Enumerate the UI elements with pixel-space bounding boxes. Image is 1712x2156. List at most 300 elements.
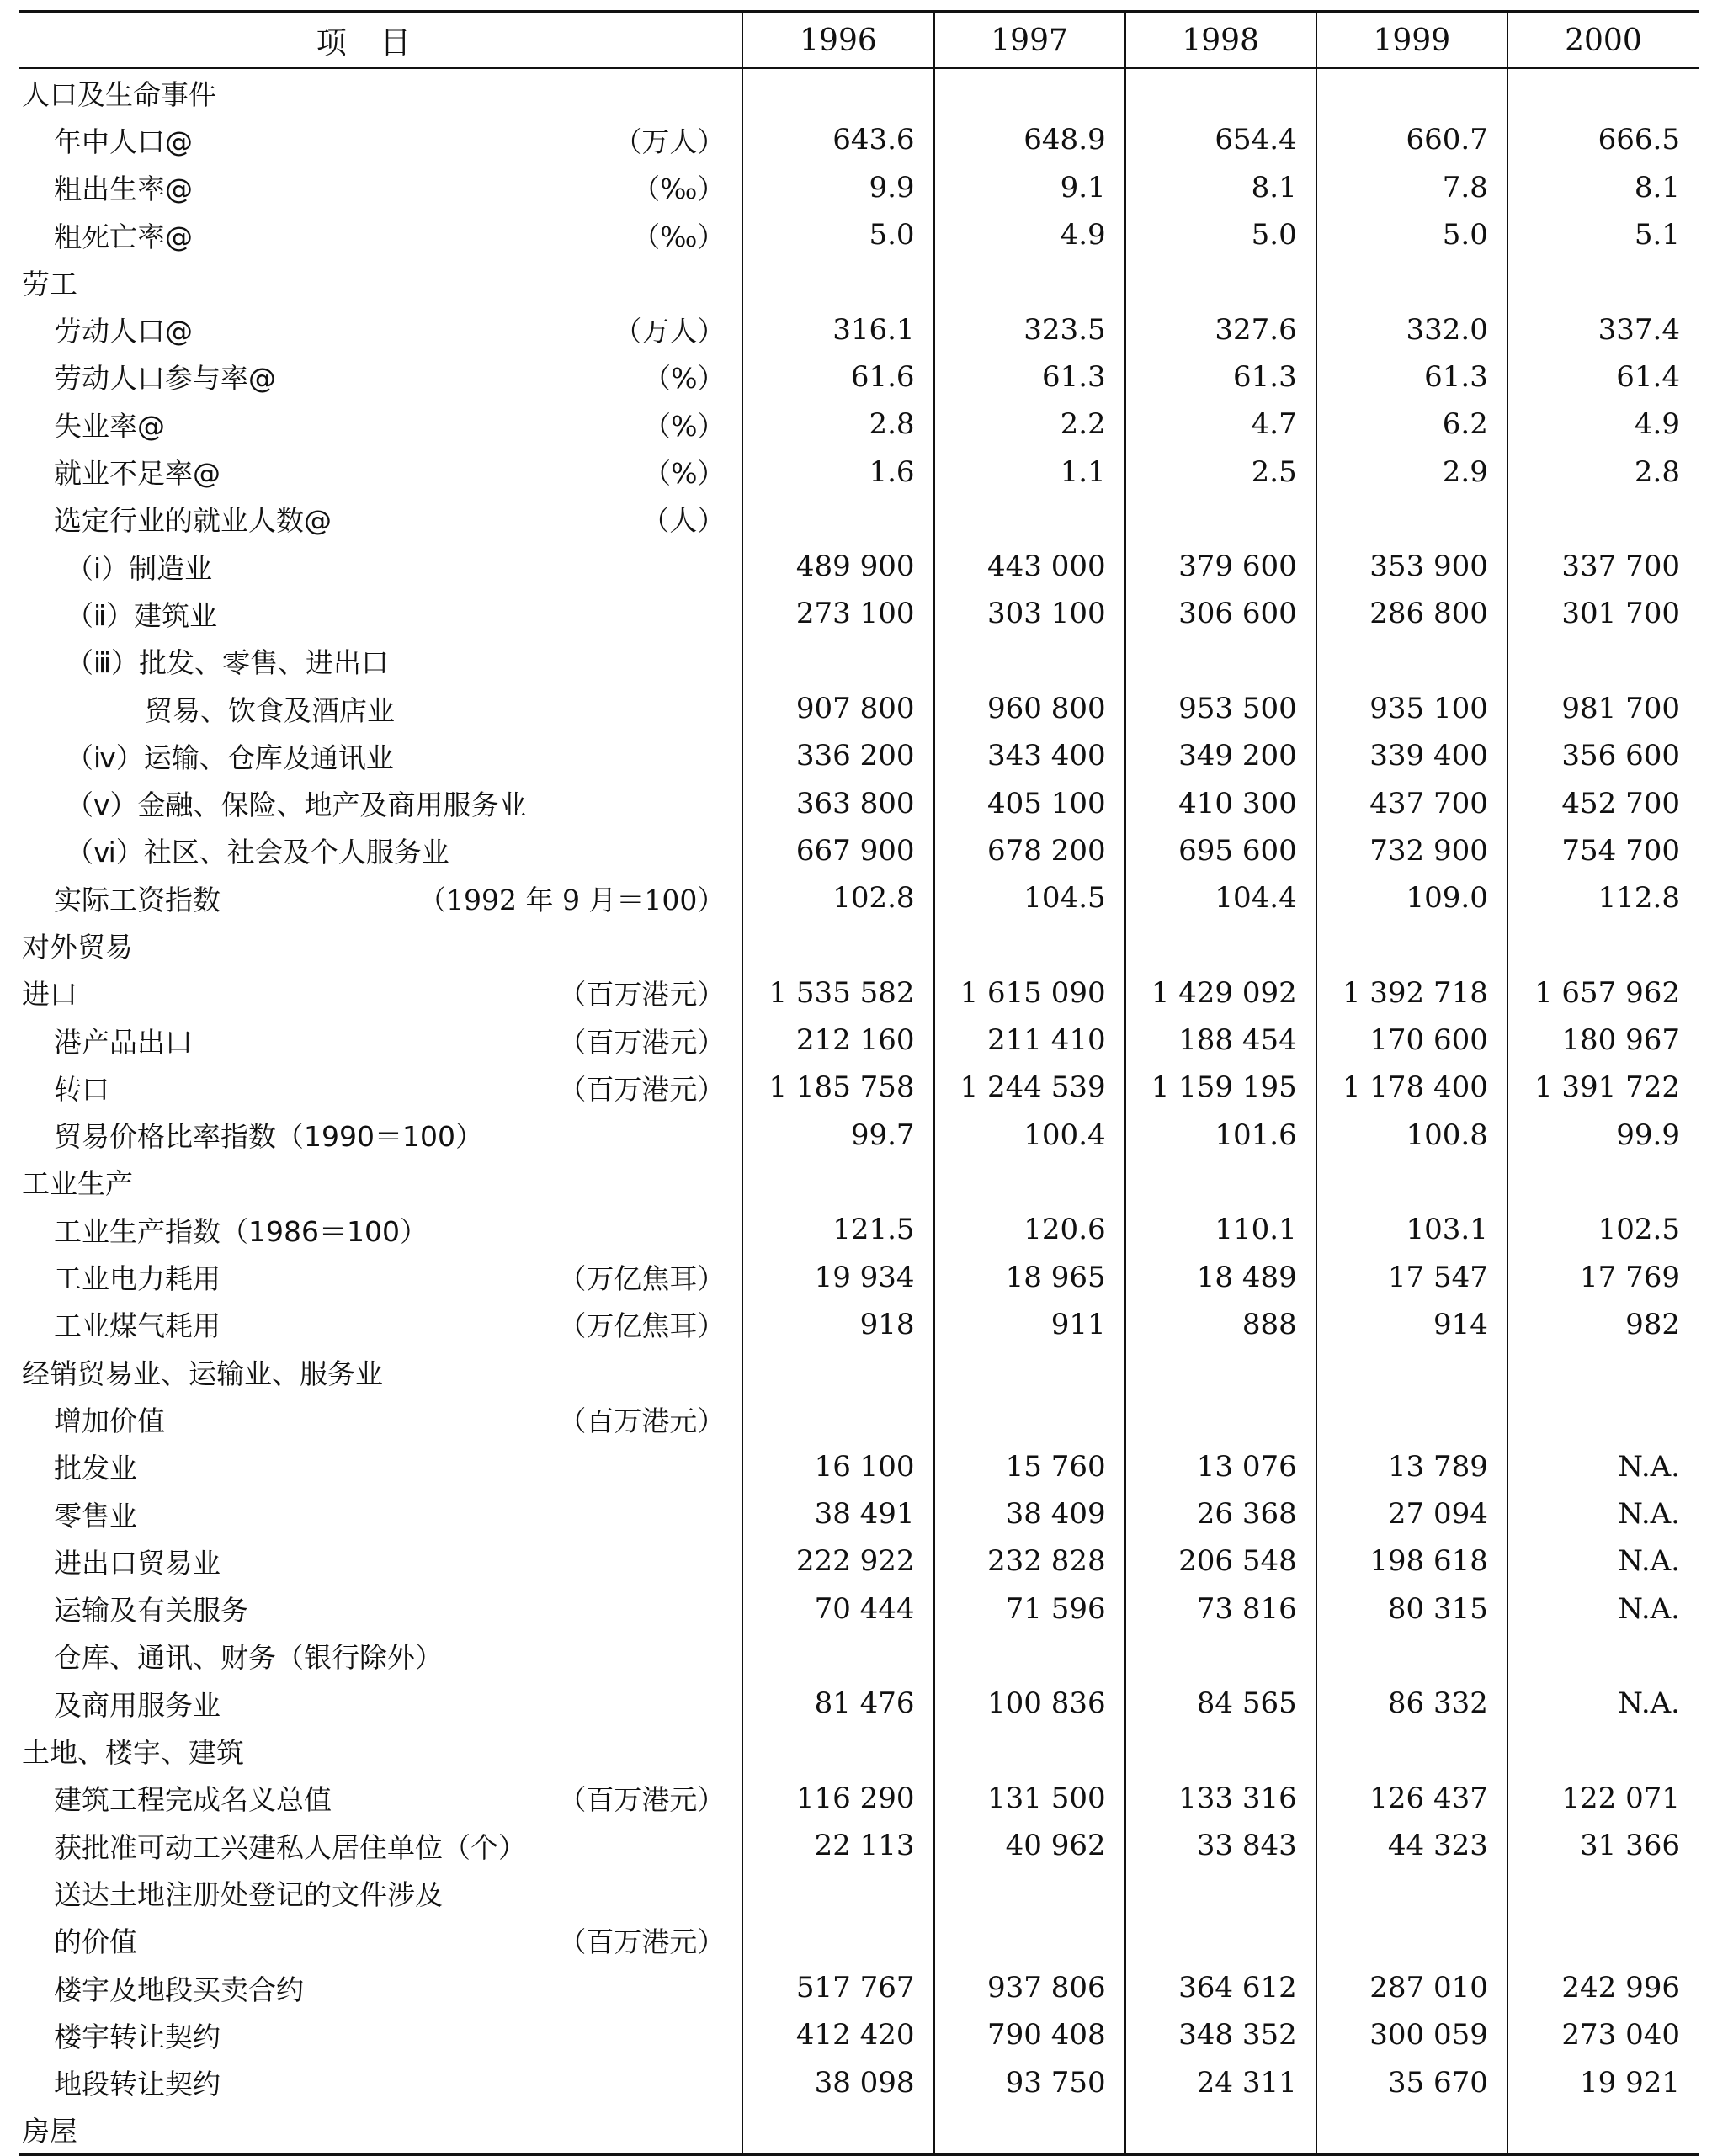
value-cell: 40 962 bbox=[934, 1822, 1125, 1869]
value-cell: 38 491 bbox=[742, 1490, 933, 1537]
value-cell: 790 408 bbox=[934, 2011, 1125, 2058]
value-cell: N.A. bbox=[1507, 1443, 1699, 1490]
row-name: 工业煤气耗用 bbox=[54, 1309, 221, 1343]
value-cell: 666.5 bbox=[1507, 116, 1699, 163]
row-name: 运输及有关服务 bbox=[54, 1594, 248, 1628]
row-name: 增加价值 bbox=[54, 1404, 165, 1437]
row-label-cell bbox=[19, 2058, 742, 2106]
value-cell: 18 489 bbox=[1125, 1253, 1316, 1300]
row-label-cell bbox=[19, 1253, 742, 1300]
row-unit: （%） bbox=[643, 362, 726, 396]
value-cell bbox=[1125, 1395, 1316, 1442]
row-name: 地段转让契约 bbox=[54, 2068, 221, 2101]
table-row bbox=[19, 496, 1699, 543]
value-cell: 937 806 bbox=[934, 1964, 1125, 2011]
table-row bbox=[19, 2011, 1699, 2058]
value-cell: 1 159 195 bbox=[1125, 1064, 1316, 1111]
table-row bbox=[19, 969, 1699, 1017]
table-row bbox=[19, 1822, 1699, 1869]
value-cell bbox=[1507, 1917, 1699, 1964]
value-cell bbox=[1125, 68, 1316, 116]
value-cell bbox=[1125, 258, 1316, 305]
value-cell: 38 098 bbox=[742, 2058, 933, 2106]
value-cell: 4.9 bbox=[934, 211, 1125, 258]
row-label-cell bbox=[19, 211, 742, 258]
value-cell: 306 600 bbox=[1125, 590, 1316, 637]
value-cell: 17 769 bbox=[1507, 1253, 1699, 1300]
value-cell bbox=[742, 921, 933, 969]
value-cell bbox=[1125, 1917, 1316, 1964]
value-cell bbox=[742, 638, 933, 685]
value-cell bbox=[1507, 1348, 1699, 1395]
value-cell: 232 828 bbox=[934, 1537, 1125, 1585]
table-row bbox=[19, 2058, 1699, 2106]
row-label bbox=[19, 638, 742, 685]
row-label-cell bbox=[19, 1348, 742, 1395]
value-cell bbox=[1125, 638, 1316, 685]
value-cell: 379 600 bbox=[1125, 543, 1316, 590]
value-cell bbox=[742, 68, 933, 116]
row-label-cell bbox=[19, 1917, 742, 1964]
row-name: 粗出生率@ bbox=[54, 173, 193, 206]
value-cell: 337 700 bbox=[1507, 543, 1699, 590]
value-cell: 517 767 bbox=[742, 1964, 933, 2011]
table-row bbox=[19, 164, 1699, 211]
row-label-cell bbox=[19, 1017, 742, 1064]
value-cell bbox=[1507, 496, 1699, 543]
header-item: 项目 bbox=[19, 12, 742, 68]
row-label bbox=[19, 2011, 742, 2058]
value-cell: 953 500 bbox=[1125, 685, 1316, 732]
row-label-cell bbox=[19, 305, 742, 353]
row-label bbox=[19, 2106, 742, 2153]
header-year: 2000 bbox=[1507, 12, 1699, 68]
table-row bbox=[19, 1775, 1699, 1822]
value-cell: 300 059 bbox=[1316, 2011, 1507, 2058]
row-label-cell bbox=[19, 496, 742, 543]
row-label-cell bbox=[19, 590, 742, 637]
row-name: 批发业 bbox=[54, 1452, 137, 1485]
row-label bbox=[19, 874, 742, 921]
value-cell bbox=[1125, 496, 1316, 543]
row-label bbox=[19, 1112, 742, 1159]
value-cell: 911 bbox=[934, 1301, 1125, 1348]
row-name: 经销贸易业、运输业、服务业 bbox=[22, 1357, 383, 1390]
value-cell: 1 391 722 bbox=[1507, 1064, 1699, 1111]
value-cell: 363 800 bbox=[742, 779, 933, 826]
row-label bbox=[19, 543, 742, 590]
row-label bbox=[19, 1017, 742, 1064]
value-cell bbox=[742, 2106, 933, 2155]
value-cell: 31 366 bbox=[1507, 1822, 1699, 1869]
row-label-cell bbox=[19, 1443, 742, 1490]
table-row bbox=[19, 1206, 1699, 1253]
value-cell: 19 934 bbox=[742, 1253, 933, 1300]
value-cell: 26 368 bbox=[1125, 1490, 1316, 1537]
table-row bbox=[19, 448, 1699, 495]
row-label bbox=[19, 685, 742, 732]
value-cell: 126 437 bbox=[1316, 1775, 1507, 1822]
row-label bbox=[19, 1348, 742, 1395]
value-cell: 80 315 bbox=[1316, 1585, 1507, 1633]
row-unit: （百万港元） bbox=[558, 1925, 726, 1959]
table-row bbox=[19, 685, 1699, 732]
value-cell: 101.6 bbox=[1125, 1112, 1316, 1159]
value-cell: 648.9 bbox=[934, 116, 1125, 163]
row-name: 建筑工程完成名义总值 bbox=[54, 1783, 332, 1817]
row-label bbox=[19, 969, 742, 1017]
value-cell: 102.5 bbox=[1507, 1206, 1699, 1253]
row-label-cell bbox=[19, 2106, 742, 2155]
row-label bbox=[19, 780, 742, 827]
value-cell: 443 000 bbox=[934, 543, 1125, 590]
value-cell: 61.6 bbox=[742, 353, 933, 401]
table-row bbox=[19, 1159, 1699, 1206]
value-cell: 188 454 bbox=[1125, 1017, 1316, 1064]
value-cell bbox=[1507, 1633, 1699, 1680]
statistics-table bbox=[19, 10, 1699, 2156]
value-cell bbox=[1507, 1727, 1699, 1774]
row-name: （ⅴ）金融、保险、地产及商用服务业 bbox=[66, 789, 527, 822]
value-cell bbox=[934, 2106, 1125, 2155]
row-label bbox=[19, 164, 742, 211]
value-cell: 133 316 bbox=[1125, 1775, 1316, 1822]
value-cell: 122 071 bbox=[1507, 1775, 1699, 1822]
row-label bbox=[19, 401, 742, 448]
value-cell: 1 535 582 bbox=[742, 969, 933, 1017]
row-label-cell bbox=[19, 401, 742, 448]
value-cell: 5.0 bbox=[742, 211, 933, 258]
value-cell bbox=[742, 1159, 933, 1206]
value-cell: 2.5 bbox=[1125, 448, 1316, 495]
value-cell bbox=[1316, 1869, 1507, 1916]
value-cell: 339 400 bbox=[1316, 732, 1507, 779]
row-name: 年中人口@ bbox=[54, 125, 193, 158]
value-cell: 27 094 bbox=[1316, 1490, 1507, 1537]
table-row bbox=[19, 1112, 1699, 1159]
row-name: 送达土地注册处登记的文件涉及 bbox=[54, 1877, 443, 1911]
row-label-cell bbox=[19, 116, 742, 163]
value-cell: 99.9 bbox=[1507, 1112, 1699, 1159]
value-cell: 16 100 bbox=[742, 1443, 933, 1490]
row-label-cell bbox=[19, 685, 742, 732]
value-cell: 960 800 bbox=[934, 685, 1125, 732]
table-row bbox=[19, 1490, 1699, 1537]
header-year: 1999 bbox=[1316, 12, 1507, 68]
row-label-cell bbox=[19, 68, 742, 116]
value-cell: 93 750 bbox=[934, 2058, 1125, 2106]
value-cell bbox=[1316, 68, 1507, 116]
value-cell: 100.8 bbox=[1316, 1112, 1507, 1159]
row-unit: （万亿焦耳） bbox=[558, 1309, 726, 1343]
table-row bbox=[19, 1348, 1699, 1395]
value-cell bbox=[1316, 1727, 1507, 1774]
header-year: 1997 bbox=[934, 12, 1125, 68]
value-cell bbox=[934, 1633, 1125, 1680]
value-cell: 405 100 bbox=[934, 779, 1125, 826]
value-cell bbox=[934, 258, 1125, 305]
row-label-cell bbox=[19, 1822, 742, 1869]
value-cell: 4.7 bbox=[1125, 401, 1316, 448]
value-cell: 18 965 bbox=[934, 1253, 1125, 1300]
row-name: 进出口贸易业 bbox=[54, 1546, 221, 1580]
row-label-cell bbox=[19, 2011, 742, 2058]
value-cell bbox=[1507, 638, 1699, 685]
row-label-cell bbox=[19, 1159, 742, 1206]
value-cell bbox=[1316, 258, 1507, 305]
row-label-cell bbox=[19, 1680, 742, 1727]
table-row bbox=[19, 1917, 1699, 1964]
table-row bbox=[19, 1869, 1699, 1916]
table-row bbox=[19, 827, 1699, 874]
value-cell: 86 332 bbox=[1316, 1680, 1507, 1727]
value-cell: 9.1 bbox=[934, 164, 1125, 211]
value-cell bbox=[934, 921, 1125, 969]
row-name: 获批准可动工兴建私人居住单位（个） bbox=[54, 1830, 526, 1864]
table-row bbox=[19, 1680, 1699, 1727]
value-cell: 8.1 bbox=[1507, 164, 1699, 211]
row-unit: （‰） bbox=[632, 173, 726, 206]
value-cell bbox=[1316, 2106, 1507, 2155]
value-cell: 112.8 bbox=[1507, 874, 1699, 921]
value-cell bbox=[1316, 921, 1507, 969]
row-label-cell bbox=[19, 1633, 742, 1680]
row-label bbox=[19, 1917, 742, 1964]
value-cell: N.A. bbox=[1507, 1490, 1699, 1537]
row-label-cell bbox=[19, 543, 742, 590]
value-cell: 4.9 bbox=[1507, 401, 1699, 448]
row-label-cell bbox=[19, 353, 742, 401]
row-label-cell bbox=[19, 638, 742, 685]
row-unit: （万人） bbox=[614, 315, 726, 348]
row-label bbox=[19, 1680, 742, 1727]
row-label-cell bbox=[19, 1537, 742, 1585]
value-cell bbox=[1507, 1395, 1699, 1442]
table-row bbox=[19, 401, 1699, 448]
row-name: 贸易价格比率指数（1990＝100） bbox=[54, 1120, 483, 1154]
value-cell: 1 615 090 bbox=[934, 969, 1125, 1017]
value-cell: 24 311 bbox=[1125, 2058, 1316, 2106]
value-cell: 1 429 092 bbox=[1125, 969, 1316, 1017]
row-label bbox=[19, 1537, 742, 1585]
value-cell bbox=[1507, 68, 1699, 116]
value-cell: 643.6 bbox=[742, 116, 933, 163]
row-name: 对外贸易 bbox=[22, 930, 133, 964]
value-cell: 2.8 bbox=[1507, 448, 1699, 495]
table-row bbox=[19, 211, 1699, 258]
value-cell: 1 392 718 bbox=[1316, 969, 1507, 1017]
row-name: 工业生产指数（1986＝100） bbox=[54, 1214, 428, 1248]
row-name: 人口及生命事件 bbox=[22, 77, 216, 111]
value-cell: 6.2 bbox=[1316, 401, 1507, 448]
table-row bbox=[19, 2106, 1699, 2155]
row-name: 就业不足率@ bbox=[54, 457, 221, 491]
value-cell bbox=[934, 638, 1125, 685]
value-cell: 907 800 bbox=[742, 685, 933, 732]
value-cell: 15 760 bbox=[934, 1443, 1125, 1490]
value-cell: 273 040 bbox=[1507, 2011, 1699, 2058]
row-name: （ⅰ）制造业 bbox=[66, 551, 213, 585]
value-cell: 19 921 bbox=[1507, 2058, 1699, 2106]
row-label bbox=[19, 1254, 742, 1301]
row-label bbox=[19, 116, 742, 163]
row-label bbox=[19, 1869, 742, 1916]
table-row bbox=[19, 543, 1699, 590]
value-cell: 109.0 bbox=[1316, 874, 1507, 921]
value-cell: 33 843 bbox=[1125, 1822, 1316, 1869]
value-cell: 316.1 bbox=[742, 305, 933, 353]
value-cell: 410 300 bbox=[1125, 779, 1316, 826]
value-cell: 273 100 bbox=[742, 590, 933, 637]
value-cell bbox=[934, 496, 1125, 543]
value-cell: 452 700 bbox=[1507, 779, 1699, 826]
row-name: 土地、楼宇、建筑 bbox=[22, 1736, 244, 1770]
row-name: 工业电力耗用 bbox=[54, 1262, 221, 1296]
value-cell: 17 547 bbox=[1316, 1253, 1507, 1300]
value-cell: 8.1 bbox=[1125, 164, 1316, 211]
value-cell: 100 836 bbox=[934, 1680, 1125, 1727]
row-name: 及商用服务业 bbox=[54, 1688, 221, 1722]
value-cell: 13 076 bbox=[1125, 1443, 1316, 1490]
value-cell: 1.6 bbox=[742, 448, 933, 495]
value-cell: 61.3 bbox=[934, 353, 1125, 401]
row-label bbox=[19, 1206, 742, 1253]
value-cell: 22 113 bbox=[742, 1822, 933, 1869]
row-unit: （%） bbox=[643, 457, 726, 491]
row-label bbox=[19, 1585, 742, 1633]
value-cell: 412 420 bbox=[742, 2011, 933, 2058]
value-cell: 104.5 bbox=[934, 874, 1125, 921]
value-cell: 667 900 bbox=[742, 827, 933, 874]
row-label-cell bbox=[19, 1869, 742, 1916]
table-row bbox=[19, 732, 1699, 779]
value-cell: 44 323 bbox=[1316, 1822, 1507, 1869]
row-name: 选定行业的就业人数@ bbox=[54, 504, 332, 538]
row-name: 劳动人口@ bbox=[54, 315, 193, 348]
row-name: 劳动人口参与率@ bbox=[54, 362, 276, 396]
value-cell bbox=[1125, 1159, 1316, 1206]
value-cell: 110.1 bbox=[1125, 1206, 1316, 1253]
row-label-cell bbox=[19, 1301, 742, 1348]
value-cell: 81 476 bbox=[742, 1680, 933, 1727]
row-label bbox=[19, 1964, 742, 2011]
table-row bbox=[19, 116, 1699, 163]
row-name: 工业生产 bbox=[22, 1167, 133, 1201]
value-cell: 1 178 400 bbox=[1316, 1064, 1507, 1111]
value-cell: 1 185 758 bbox=[742, 1064, 933, 1111]
value-cell bbox=[742, 258, 933, 305]
value-cell: N.A. bbox=[1507, 1680, 1699, 1727]
table-row bbox=[19, 779, 1699, 826]
value-cell bbox=[1316, 638, 1507, 685]
value-cell: 337.4 bbox=[1507, 305, 1699, 353]
row-unit: （百万港元） bbox=[558, 1404, 726, 1437]
row-label bbox=[19, 258, 742, 305]
value-cell: 212 160 bbox=[742, 1017, 933, 1064]
row-name: 失业率@ bbox=[54, 409, 165, 443]
row-label bbox=[19, 211, 742, 258]
statistics-table-page bbox=[19, 10, 1699, 2156]
value-cell bbox=[934, 68, 1125, 116]
value-cell: 935 100 bbox=[1316, 685, 1507, 732]
table-row bbox=[19, 353, 1699, 401]
row-label-cell bbox=[19, 1727, 742, 1774]
value-cell: 2.2 bbox=[934, 401, 1125, 448]
row-label bbox=[19, 1490, 742, 1537]
value-cell bbox=[1316, 1395, 1507, 1442]
header-year: 1998 bbox=[1125, 12, 1316, 68]
row-label bbox=[19, 1822, 742, 1869]
value-cell: 437 700 bbox=[1316, 779, 1507, 826]
row-label bbox=[19, 1728, 742, 1775]
row-label-cell bbox=[19, 164, 742, 211]
table-row bbox=[19, 305, 1699, 353]
row-name: 转口 bbox=[54, 1072, 109, 1106]
row-label-cell bbox=[19, 1395, 742, 1442]
value-cell bbox=[934, 1869, 1125, 1916]
value-cell: 323.5 bbox=[934, 305, 1125, 353]
value-cell bbox=[934, 1395, 1125, 1442]
table-row bbox=[19, 1064, 1699, 1111]
value-cell bbox=[742, 1869, 933, 1916]
table-row bbox=[19, 1585, 1699, 1633]
table-row bbox=[19, 921, 1699, 969]
row-label-cell bbox=[19, 1112, 742, 1159]
table-row bbox=[19, 68, 1699, 116]
value-cell: 131 500 bbox=[934, 1775, 1125, 1822]
row-label bbox=[19, 496, 742, 543]
row-label bbox=[19, 449, 742, 496]
row-label bbox=[19, 1775, 742, 1822]
row-label bbox=[19, 306, 742, 353]
value-cell bbox=[934, 1159, 1125, 1206]
table-body bbox=[19, 68, 1699, 2155]
value-cell: 287 010 bbox=[1316, 1964, 1507, 2011]
value-cell: 103.1 bbox=[1316, 1206, 1507, 1253]
value-cell: N.A. bbox=[1507, 1537, 1699, 1585]
row-label bbox=[19, 1633, 742, 1680]
value-cell: 2.8 bbox=[742, 401, 933, 448]
row-name: （ⅱ）建筑业 bbox=[66, 598, 218, 632]
table-row bbox=[19, 1301, 1699, 1348]
value-cell: 198 618 bbox=[1316, 1537, 1507, 1585]
row-name: 零售业 bbox=[54, 1499, 137, 1532]
value-cell bbox=[1507, 1159, 1699, 1206]
value-cell: 356 600 bbox=[1507, 732, 1699, 779]
value-cell: 206 548 bbox=[1125, 1537, 1316, 1585]
value-cell: 61.4 bbox=[1507, 353, 1699, 401]
value-cell: 327.6 bbox=[1125, 305, 1316, 353]
value-cell: 35 670 bbox=[1316, 2058, 1507, 2106]
value-cell bbox=[742, 496, 933, 543]
value-cell bbox=[1507, 258, 1699, 305]
table-row bbox=[19, 1964, 1699, 2011]
value-cell: 364 612 bbox=[1125, 1964, 1316, 2011]
value-cell: 353 900 bbox=[1316, 543, 1507, 590]
row-label-cell bbox=[19, 1964, 742, 2011]
value-cell bbox=[1316, 1159, 1507, 1206]
value-cell: 120.6 bbox=[934, 1206, 1125, 1253]
value-cell: 70 444 bbox=[742, 1585, 933, 1633]
value-cell: 61.3 bbox=[1316, 353, 1507, 401]
value-cell: 5.1 bbox=[1507, 211, 1699, 258]
value-cell: 1 244 539 bbox=[934, 1064, 1125, 1111]
value-cell: 5.0 bbox=[1316, 211, 1507, 258]
value-cell: 660.7 bbox=[1316, 116, 1507, 163]
row-label-cell bbox=[19, 1064, 742, 1111]
value-cell: 180 967 bbox=[1507, 1017, 1699, 1064]
value-cell bbox=[1125, 1869, 1316, 1916]
